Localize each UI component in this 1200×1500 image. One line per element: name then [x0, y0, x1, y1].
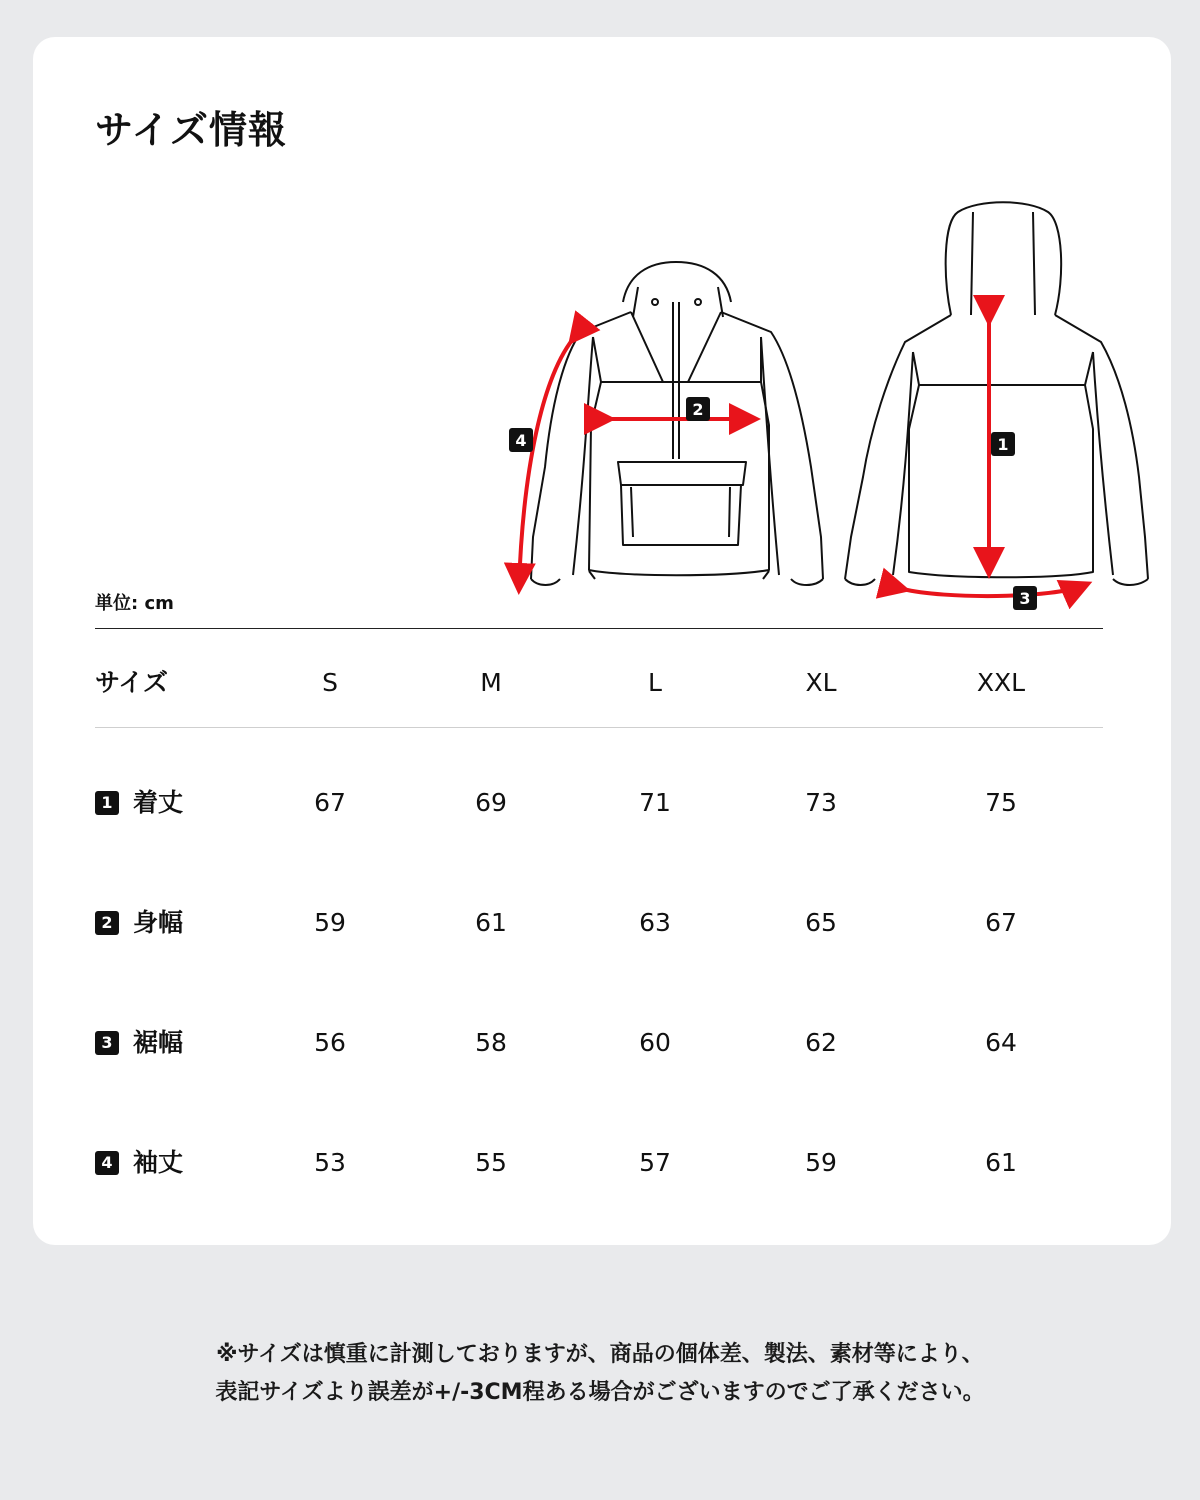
row-number-badge: 3	[95, 1031, 119, 1055]
table-cell: 59	[314, 908, 346, 937]
table-cell: 67	[985, 908, 1017, 937]
table-cell: 65	[805, 908, 837, 937]
header-size-l: L	[648, 668, 662, 697]
row-number-badge: 4	[95, 1151, 119, 1175]
row-number-badge: 2	[95, 911, 119, 935]
unit-label: 単位: cm	[95, 593, 174, 614]
table-cell: 61	[475, 908, 507, 937]
table-cell: 71	[639, 788, 671, 817]
header-size-m: M	[480, 668, 502, 697]
jacket-front-drawing	[531, 262, 823, 585]
table-row	[95, 783, 1103, 823]
table-cell: 53	[314, 1148, 346, 1177]
table-cell: 60	[639, 1028, 671, 1057]
table-cell: 58	[475, 1028, 507, 1057]
arrow-hem-width	[903, 585, 1085, 596]
jacket-back-drawing	[845, 202, 1148, 585]
table-cell: 61	[985, 1148, 1017, 1177]
table-row	[95, 903, 1103, 943]
row-label: 身幅	[133, 908, 184, 937]
table-cell: 62	[805, 1028, 837, 1057]
table-cell: 57	[639, 1148, 671, 1177]
row-label: 裾幅	[133, 1028, 184, 1057]
size-info-card	[33, 37, 1171, 1245]
table-cell: 75	[985, 788, 1017, 817]
disclaimer-note	[0, 1336, 1200, 1412]
row-number-badge: 1	[95, 791, 119, 815]
marker-3: 3	[1019, 589, 1031, 608]
table-cell: 63	[639, 908, 671, 937]
table-cell: 64	[985, 1028, 1017, 1057]
table-row	[95, 1143, 1103, 1183]
table-header-divider	[95, 727, 1103, 728]
marker-4: 4	[515, 431, 527, 450]
table-cell: 59	[805, 1148, 837, 1177]
disclaimer-line-1: ※サイズは慎重に計測しておりますが、商品の個体差、製法、素材等により、	[216, 1342, 984, 1367]
table-cell: 56	[314, 1028, 346, 1057]
table-cell: 67	[314, 788, 346, 817]
table-cell: 73	[805, 788, 837, 817]
marker-1: 1	[997, 435, 1009, 454]
table-header-row	[95, 663, 1103, 703]
header-size-xxl: XXL	[976, 668, 1026, 697]
measurement-arrows	[519, 319, 1085, 596]
header-size-xl: XL	[805, 668, 837, 697]
row-label: 袖丈	[133, 1148, 184, 1177]
row-label: 着丈	[133, 788, 184, 817]
page-title: サイズ情報	[95, 108, 287, 152]
table-cell: 69	[475, 788, 507, 817]
table-row	[95, 1023, 1103, 1063]
disclaimer-line-2: 表記サイズより誤差が+/-3CM程ある場合がございますのでご了承ください。	[215, 1380, 985, 1405]
header-size-label: サイズ	[95, 668, 169, 697]
marker-2: 2	[692, 400, 704, 419]
table-top-divider	[95, 628, 1103, 629]
header-size-s: S	[322, 668, 338, 697]
jacket-size-diagram	[473, 167, 1163, 617]
table-cell: 55	[475, 1148, 507, 1177]
